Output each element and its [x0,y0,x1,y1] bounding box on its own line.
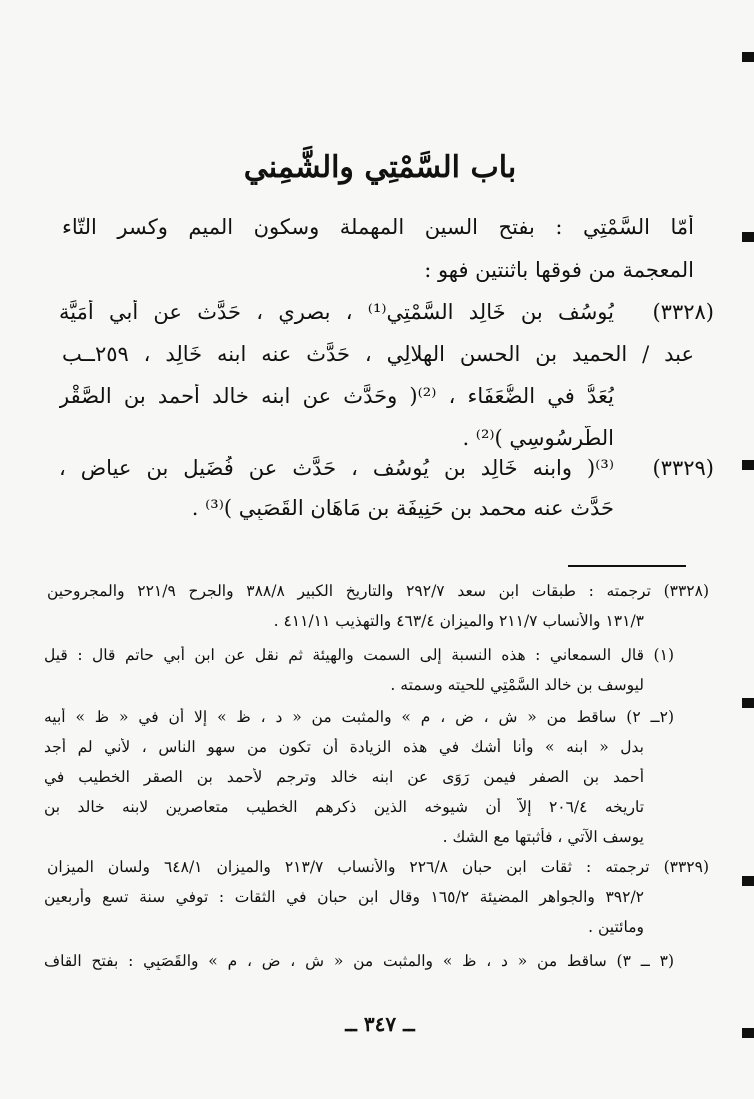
scan-edge-mark [742,52,754,62]
chapter-title: باب السَّمْتِي والشَّمِني [243,150,517,185]
intro-line-2: المعجمة من فوقها باثنتين فهو : [424,258,694,282]
footnote-line: (٣٣٢٨) ترجمته : طبقات ابن سعد ٢٩٢/٧ والتاريخ الكبير ٣٨٨/٨ والجرح ٢٢١/٩ والمجروحين [47,582,709,600]
footnote-line: ١٣١/٣ والأنساب ٢١١/٧ والميزان ٤٦٣/٤ والتهذيب ٤١١/١١ . [273,612,644,630]
entry-3328-line-2: عبد / الحميد بن الحسن الهِلالِي ، حَدَّث عنه ابنه خَالِد ، ٢٥٩ــب [62,342,694,366]
intro-line-1: أمّا السَّمْتِي : بفتح السين المهملة وسكون الميم وكسر التّاء [62,215,694,239]
footnote-line: ليوسف بن خالد السَّمْتِي للحيته وسمته . [390,676,644,694]
entry-number-3329: (٣٣٢٩) [652,456,714,480]
footnote-line: (٣ ــ ٣) ساقط من « د ، ظ » والمثبت من « ش ، ض ، م » والقَصَبِي : بفتح القاف [44,952,674,970]
footnote-line: بدل « ابنه » وأنا أشك في هذه الزيادة أن تكون من سهو الناس ، لأني لم أجد [44,738,644,756]
footnote-line: (٣٣٢٩) ترجمته : ثقات ابن حبان ٢٢٦/٨ والأنساب ٢١٣/٧ والميزان ٦٤٨/١ ولسان الميزان [47,858,709,876]
scan-edge-mark [742,698,754,708]
footnote-line: (١) قال السمعاني : هذه النسبة إلى السمت والهيئة ثم نقل عن ابن أبي حاتم قال : قيل [44,646,674,664]
scan-edge-mark [742,876,754,886]
footnote-line: (٢ــ ٢) ساقط من « ش ، ض ، م » والمثبت من « د ، ظ » إلا أن في « ظ » أبيه [44,708,674,726]
page-number: ــ ٣٤٧ ــ [345,1012,415,1036]
scan-edge-mark [742,1028,754,1038]
entry-3328-line-4: الطَّرسُوسِي )⁽²⁾ . [462,426,614,450]
entry-3329-line-1: ⁽³⁾( وابنه خَالِد بن يُوسُف ، حَدَّث عن فُضَيل بن عياض ، [59,456,614,480]
footnote-line: يوسف الآتي ، فأثبتها مع الشك . [442,828,644,846]
entry-3329-line-2: حَدَّث عنه محمد بن حَنِيفَة بن مَاهَان القَصَبِي )⁽³⁾ . [191,496,614,520]
entry-3328-line-3: يُعَدُّ في الضُّعَفَاء ، ⁽²⁾( وحَدَّث عن ابنه خالد أحمد بن الصَّقْر [59,384,614,408]
footnote-line: تاريخه ٢٠٦/٤ إلاّ أن شيوخه الذين ذكرهم الخطيب متعاصرين لابنه خالد بن [44,798,644,816]
entry-number-3328: (٣٣٢٨) [652,300,714,324]
entry-3328-line-1: يُوسُف بن خَالِد السَّمْتِي⁽¹⁾ ، بصري ، حَدَّث عن أبي أُمَيَّة [59,300,614,324]
scan-edge-mark [742,232,754,242]
footnote-line: ٣٩٢/٢ والجواهر المضيئة ١٦٥/٢ وقال ابن حبان في الثقات : توفي سنة تسع وأربعين [44,888,644,906]
scan-edge-mark [742,460,754,470]
footnote-divider [568,565,686,567]
footnote-line: أحمد بن الصفر فيمن رَوَى عن ابنه خالد وترجم لأحمد بن الصقر الخطيب في [44,768,644,786]
footnote-line: ومائتين . [588,918,644,936]
